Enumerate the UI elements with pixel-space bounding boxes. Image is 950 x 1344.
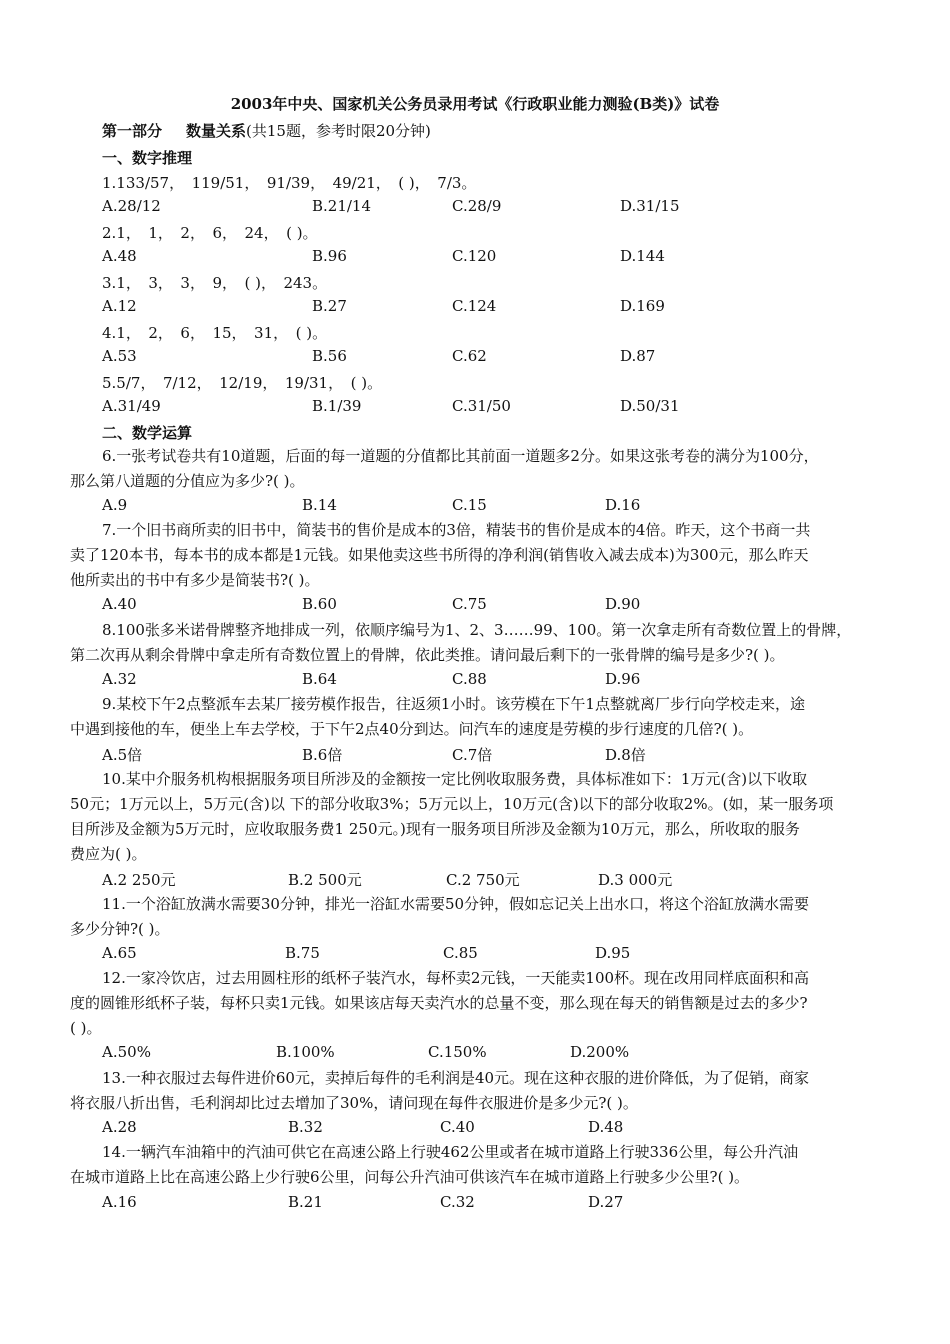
- answer-option: C.88: [452, 670, 487, 688]
- answer-option: B.64: [302, 670, 337, 688]
- answer-option: C.40: [440, 1118, 475, 1136]
- answer-option: A.2 250元: [102, 871, 176, 889]
- question-text: [70, 618, 890, 668]
- answer-option: C.62: [452, 347, 487, 365]
- answer-option: C.120: [452, 247, 497, 265]
- section-heading-arithmetic: 二、数学运算: [102, 424, 193, 442]
- answer-option: A.65: [102, 944, 137, 962]
- answer-option: C.7倍: [452, 746, 493, 764]
- question-stem: 4.1， 2， 6， 15， 31， ( )。: [102, 324, 328, 342]
- part-label: 第一部分: [102, 122, 163, 140]
- answer-option: D.96: [605, 670, 641, 688]
- question-line: 第二次再从剩余骨牌中拿走所有奇数位置上的骨牌，依此类推。请问最后剩下的一张骨牌的编号是多少?( )。: [70, 646, 785, 664]
- question-line: 13.一种衣服过去每件进价60元，卖掉后每件的毛利润是40元。现在这种衣服的进价降低，为了促销，商家: [102, 1069, 810, 1087]
- answer-option: A.40: [102, 595, 137, 613]
- answer-option: B.100%: [276, 1043, 335, 1061]
- answer-option: B.21: [288, 1193, 323, 1211]
- answer-option: D.8倍: [605, 746, 646, 764]
- question-line: 他所卖出的书中有多少是简装书?( )。: [70, 571, 320, 589]
- question-line: 11.一个浴缸放满水需要30分钟，排光一浴缸水需要50分钟，假如忘记关上出水口，将这个浴缸放满水需要: [102, 895, 810, 913]
- question-text: [70, 1140, 890, 1190]
- answer-option: C.31/50: [452, 397, 511, 415]
- answer-option: D.31/15: [620, 197, 680, 215]
- question-stem: 1.133/57， 119/51， 91/39， 49/21， ( )， 7/3。: [102, 174, 477, 192]
- answer-option: B.1/39: [312, 397, 362, 415]
- part-heading: [102, 120, 431, 141]
- question-line: 8.100张多米诺骨牌整齐地排成一列，依顺序编号为1、2、3……99、100。第一次拿走所有奇数位置上的骨牌，: [102, 621, 852, 639]
- question-line: 6.一张考试卷共有10道题，后面的每一道题的分值都比其前面一道题多2分。如果这张考卷的满分为100分，: [102, 447, 819, 465]
- answer-option: B.96: [312, 247, 347, 265]
- question-text: [70, 692, 890, 742]
- answer-option: C.150%: [428, 1043, 487, 1061]
- question-line: 目所涉及金额为5万元时，应收取服务费1 250元。)现有一服务项目所涉及金额为10万元，那么，所收取的服务: [70, 820, 800, 838]
- question-text: [70, 767, 890, 867]
- answer-option: A.5倍: [102, 746, 143, 764]
- answer-option: A.32: [102, 670, 137, 688]
- answer-option: A.28/12: [102, 197, 161, 215]
- question-text: [70, 518, 890, 593]
- answer-option: D.48: [588, 1118, 624, 1136]
- question-line: ( )。: [70, 1019, 102, 1037]
- part-note: (共15题，参考时限20分钟): [246, 122, 431, 140]
- page-title: 2003年中央、国家机关公务员录用考试《行政职业能力测验(B类)》试卷: [230, 95, 720, 113]
- question-stem: 2.1， 1， 2， 6， 24， ( )。: [102, 224, 318, 242]
- answer-option: C.75: [452, 595, 487, 613]
- question-line: 9.某校下午2点整派车去某厂接劳模作报告，往返须1小时。该劳模在下午1点整就离厂步行向学校走来，途: [102, 695, 805, 713]
- question-text: [70, 1066, 890, 1116]
- answer-option: B.32: [288, 1118, 323, 1136]
- question-line: 50元；1万元以上，5万元(含)以 下的部分收取3%；5万元以上，10万元(含)以下的部分收取2%。(如，某一服务项: [70, 795, 834, 813]
- answer-option: B.2 500元: [288, 871, 362, 889]
- question-text: [70, 966, 890, 1041]
- answer-option: A.12: [102, 297, 137, 315]
- answer-option: D.90: [605, 595, 641, 613]
- question-line: 多少分钟?( )。: [70, 920, 170, 938]
- answer-option: B.27: [312, 297, 347, 315]
- answer-option: A.53: [102, 347, 137, 365]
- answer-option: B.56: [312, 347, 347, 365]
- question-line: 卖了120本书，每本书的成本都是1元钱。如果他卖这些书所得的净利润(销售收入减去成本)为300元，那么昨天: [70, 546, 809, 564]
- question-line: 10.某中介服务机构根据服务项目所涉及的金额按一定比例收取服务费，具体标准如下：1万元(含)以下收取: [102, 770, 808, 788]
- section-heading-sequence: 一、数字推理: [102, 149, 193, 167]
- question-line: 14.一辆汽车油箱中的汽油可供它在高速公路上行驶462公里或者在城市道路上行驶336公里，每公升汽油: [102, 1143, 799, 1161]
- answer-option: A.31/49: [102, 397, 161, 415]
- answer-option: A.9: [102, 496, 128, 514]
- answer-option: A.16: [102, 1193, 137, 1211]
- answer-option: D.200%: [570, 1043, 630, 1061]
- answer-option: A.28: [102, 1118, 137, 1136]
- question-line: 度的圆锥形纸杯子装，每杯只卖1元钱。如果该店每天卖汽水的总量不变，那么现在每天的销售额是过去的多少?: [70, 994, 808, 1012]
- answer-option: A.50%: [102, 1043, 151, 1061]
- question-text: [70, 892, 890, 942]
- answer-option: B.75: [285, 944, 320, 962]
- answer-option: D.27: [588, 1193, 624, 1211]
- question-stem: 3.1， 3， 3， 9， ( )， 243。: [102, 274, 328, 292]
- answer-option: C.2 750元: [446, 871, 520, 889]
- question-stem: 5.5/7， 7/12， 12/19， 19/31， ( )。: [102, 374, 383, 392]
- question-line: 费应为( )。: [70, 845, 147, 863]
- question-text: [70, 444, 890, 494]
- answer-option: C.28/9: [452, 197, 502, 215]
- answer-option: D.3 000元: [598, 871, 673, 889]
- answer-option: C.124: [452, 297, 497, 315]
- answer-option: B.21/14: [312, 197, 372, 215]
- answer-option: D.95: [595, 944, 631, 962]
- answer-option: B.60: [302, 595, 337, 613]
- answer-option: D.144: [620, 247, 665, 265]
- question-line: 在城市道路上比在高速公路上少行驶6公里，问每公升汽油可供该汽车在城市道路上行驶多少公里?( )。: [70, 1168, 750, 1186]
- answer-option: B.14: [302, 496, 337, 514]
- question-line: 中遇到接他的车，便坐上车去学校，于下午2点40分到达。问汽车的速度是劳模的步行速度的几倍?( )。: [70, 720, 754, 738]
- answer-option: C.85: [443, 944, 478, 962]
- answer-option: D.16: [605, 496, 641, 514]
- answer-option: C.32: [440, 1193, 475, 1211]
- answer-option: A.48: [102, 247, 137, 265]
- answer-option: D.50/31: [620, 397, 680, 415]
- question-line: 7.一个旧书商所卖的旧书中，简装书的售价是成本的3倍，精装书的售价是成本的4倍。昨天，这个书商一共: [102, 521, 811, 539]
- question-line: 12.一家冷饮店，过去用圆柱形的纸杯子装汽水，每杯卖2元钱，一天能卖100杯。现在改用同样底面积和高: [102, 969, 810, 987]
- question-line: 将衣服八折出售，毛利润却比过去增加了30%，请问现在每件衣服进价是多少元?( )。: [70, 1094, 638, 1112]
- answer-option: D.169: [620, 297, 665, 315]
- question-line: 那么第八道题的分值应为多少?( )。: [70, 472, 305, 490]
- answer-option: D.87: [620, 347, 656, 365]
- answer-option: C.15: [452, 496, 487, 514]
- answer-option: B.6倍: [302, 746, 343, 764]
- part-name: 数量关系: [186, 122, 247, 140]
